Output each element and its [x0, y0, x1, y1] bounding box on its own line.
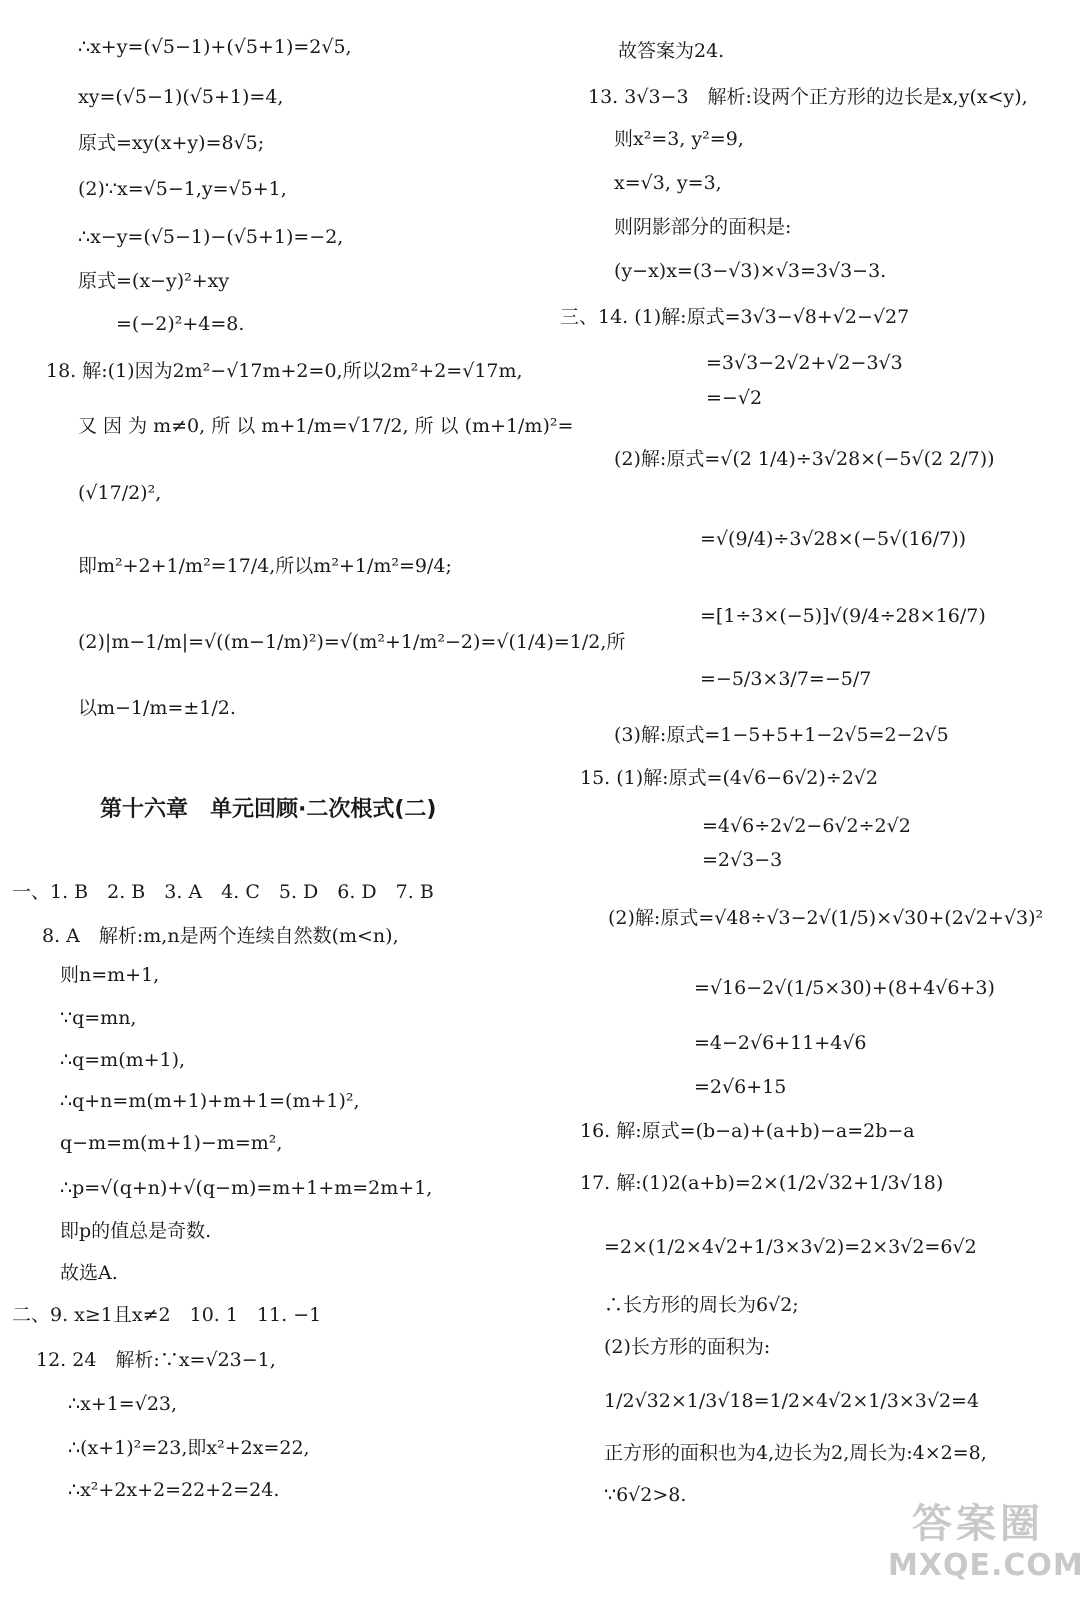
right-line: ∵6√2>8.	[604, 1484, 687, 1506]
left-line: 原式=xy(x+y)=8√5;	[78, 132, 265, 154]
right-line: =3√3−2√2+√2−3√3	[706, 352, 903, 374]
left-line: (2)|m−1/m|=√((m−1/m)²)=√(m²+1/m²−2)=√(1/4)=1/2,所	[78, 631, 626, 653]
right-line: x=√3, y=3,	[614, 172, 722, 194]
left-line: 一、1. B 2. B 3. A 4. C 5. D 6. D 7. B	[12, 881, 434, 903]
right-line: =2√3−3	[702, 849, 783, 871]
left-line: 即m²+2+1/m²=17/4,所以m²+1/m²=9/4;	[78, 555, 452, 577]
left-line: ∴x²+2x+2=22+2=24.	[68, 1479, 280, 1501]
right-line: (3)解:原式=1−5+5+1−2√5=2−2√5	[614, 724, 949, 746]
right-line: 正方形的面积也为4,边长为2,周长为:4×2=8,	[604, 1442, 987, 1464]
right-line: (2)解:原式=√48÷√3−2√(1/5)×√30+(2√2+√3)²	[608, 907, 1044, 929]
left-line: ∴x+1=√23,	[68, 1393, 178, 1415]
right-line: 则阴影部分的面积是:	[614, 216, 792, 238]
right-line: =√16−2√(1/5×30)+(8+4√6+3)	[694, 977, 995, 999]
watermark-logo	[888, 1492, 1084, 1592]
watermark-title: 答案圈	[912, 1501, 1044, 1547]
left-line: ∴q=m(m+1),	[60, 1049, 186, 1071]
left-line: xy=(√5−1)(√5+1)=4,	[78, 86, 284, 108]
right-line: 三、14. (1)解:原式=3√3−√8+√2−√27	[560, 306, 910, 328]
right-line: =−√2	[706, 387, 763, 409]
right-line: =2×(1/2×4√2+1/3×3√2)=2×3√2=6√2	[604, 1236, 977, 1258]
left-line: 12. 24 解析:∵x=√23−1,	[36, 1349, 276, 1371]
left-line: 原式=(x−y)²+xy	[78, 270, 230, 292]
right-line: (y−x)x=(3−√3)×√3=3√3−3.	[614, 260, 887, 282]
right-line: =[1÷3×(−5)]√(9/4÷28×16/7)	[700, 605, 986, 627]
left-line: 故选A.	[60, 1262, 118, 1284]
left-line: 8. A 解析:m,n是两个连续自然数(m<n),	[42, 925, 399, 947]
left-line: q−m=m(m+1)−m=m²,	[60, 1132, 283, 1154]
left-line: ∴p=√(q+n)+√(q−m)=m+1+m=2m+1,	[60, 1177, 433, 1199]
left-line: 又 因 为 m≠0, 所 以 m+1/m=√17/2, 所 以 (m+1/m)²=	[78, 415, 574, 437]
right-line: 故答案为24.	[618, 40, 725, 62]
right-line: (2)解:原式=√(2 1/4)÷3√28×(−5√(2 2/7))	[614, 448, 995, 470]
right-line: =4√6÷2√2−6√2÷2√2	[702, 815, 911, 837]
left-line: 18. 解:(1)因为2m²−√17m+2=0,所以2m²+2=√17m,	[46, 360, 523, 382]
left-line: ∵q=mn,	[60, 1007, 137, 1029]
right-line: =4−2√6+11+4√6	[694, 1032, 867, 1054]
right-line: =−5/3×3/7=−5/7	[700, 668, 872, 690]
left-line: 以m−1/m=±1/2.	[78, 697, 236, 719]
left-line: ∴(x+1)²=23,即x²+2x=22,	[68, 1437, 310, 1459]
right-line: 15. (1)解:原式=(4√6−6√2)÷2√2	[580, 767, 879, 789]
left-line: =(−2)²+4=8.	[116, 313, 245, 335]
left-line: (√17/2)²,	[78, 482, 162, 504]
left-line: 即p的值总是奇数.	[60, 1220, 212, 1242]
chapter-title: 第十六章 单元回顾·二次根式(二)	[100, 797, 437, 822]
right-line: 13. 3√3−3 解析:设两个正方形的边长是x,y(x<y),	[588, 86, 1028, 108]
right-line: (2)长方形的面积为:	[604, 1336, 771, 1358]
watermark-url: MXQE.COM	[888, 1548, 1084, 1583]
right-line: 1/2√32×1/3√18=1/2×4√2×1/3×3√2=4	[604, 1390, 980, 1412]
right-line: =√(9/4)÷3√28×(−5√(16/7))	[700, 528, 967, 550]
right-line: 17. 解:(1)2(a+b)=2×(1/2√32+1/3√18)	[580, 1172, 944, 1194]
right-line: =2√6+15	[694, 1076, 787, 1098]
left-line: ∴q+n=m(m+1)+m+1=(m+1)²,	[60, 1090, 360, 1112]
left-line: (2)∵x=√5−1,y=√5+1,	[78, 178, 287, 200]
right-line: ∴长方形的周长为6√2;	[604, 1294, 799, 1316]
left-line: 则n=m+1,	[60, 964, 160, 986]
left-line: ∴x−y=(√5−1)−(√5+1)=−2,	[78, 226, 344, 248]
left-line: 二、9. x≥1且x≠2 10. 1 11. −1	[12, 1304, 322, 1326]
right-line: 则x²=3, y²=9,	[614, 128, 744, 150]
left-line: ∴x+y=(√5−1)+(√5+1)=2√5,	[78, 36, 352, 58]
right-line: 16. 解:原式=(b−a)+(a+b)−a=2b−a	[580, 1120, 915, 1142]
